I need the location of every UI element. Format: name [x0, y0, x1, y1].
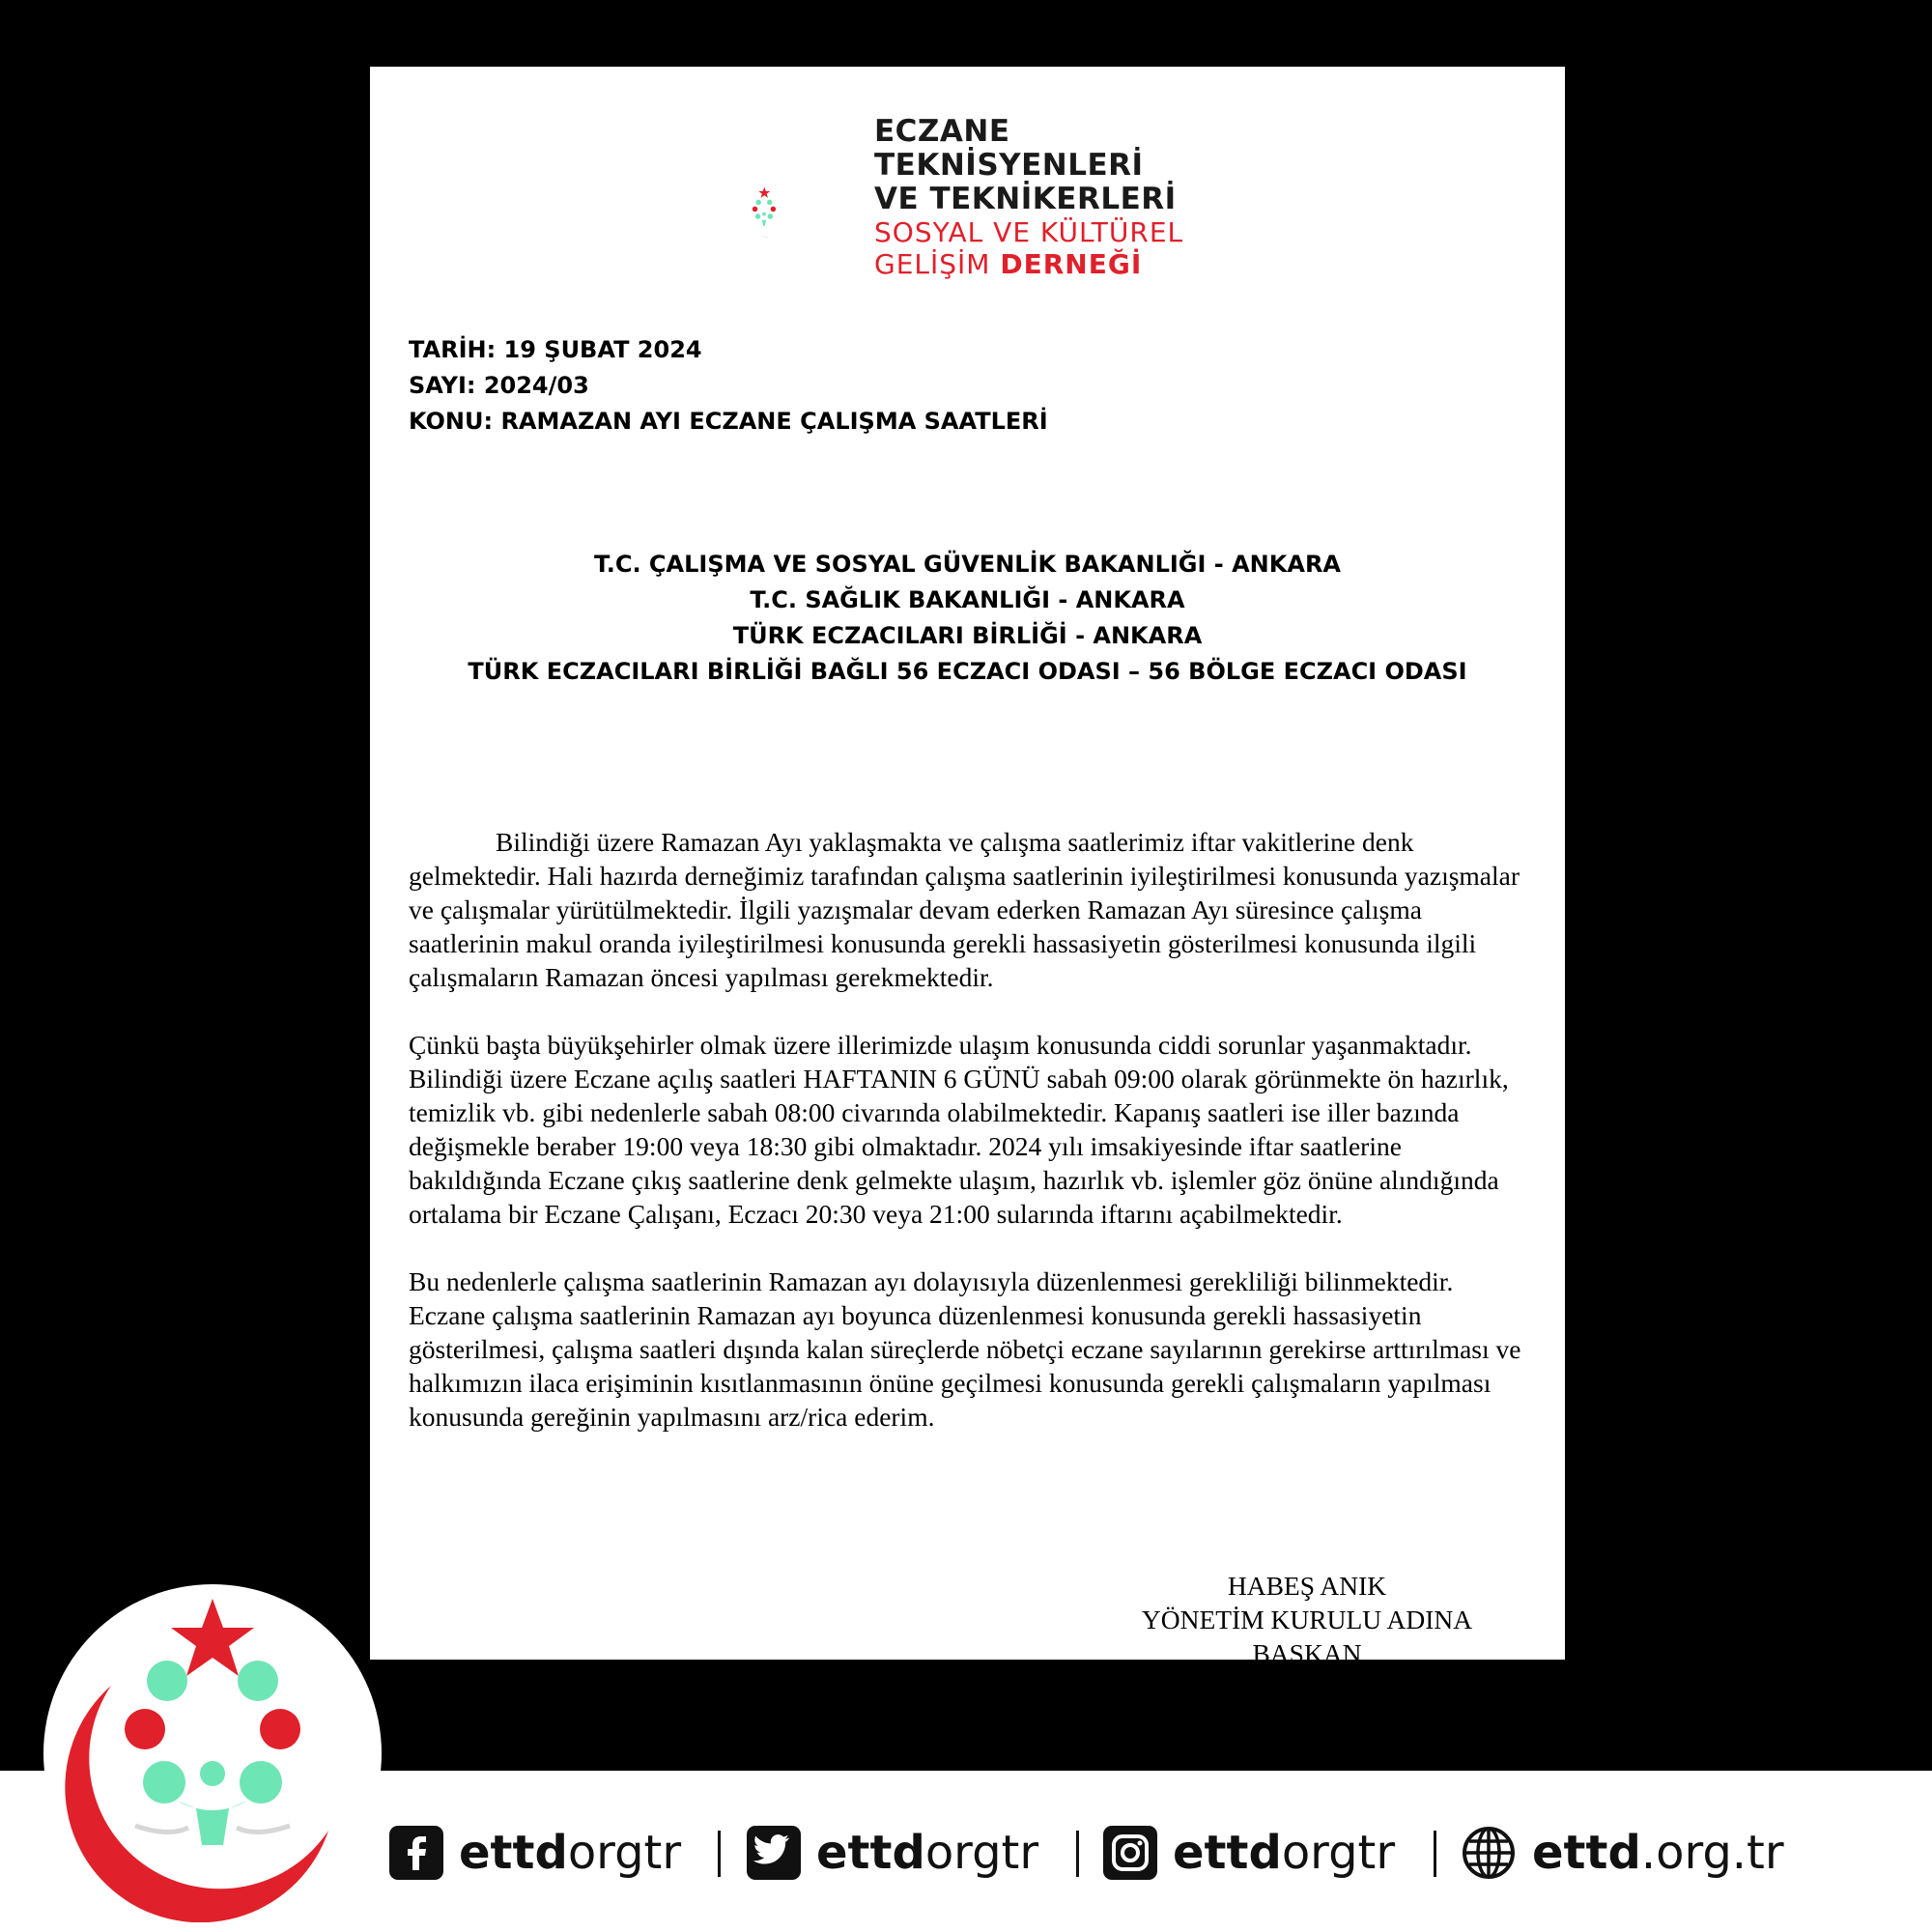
- addressee-block: [370, 547, 1565, 690]
- social-facebook[interactable]: [389, 1824, 681, 1882]
- letter-subject: KONU: RAMAZAN AYI ECZANE ÇALIŞMA SAATLERİ: [409, 408, 1048, 435]
- signer-org: YÖNETİM KURULU ADINA: [1141, 1605, 1473, 1634]
- social-twitter[interactable]: [747, 1824, 1038, 1882]
- paragraph-text: Bilindiği üzere Ramazan Ayı yaklaşmakta ve çalışma saatlerimiz iftar vakitlerine denk gelmektedir. Hali hazırda derneğimiz tarafından çalışma saatlerinin iyileştirilmesi konusunda yazışmalar ve çalışmalar yürütülmektedir. İlgili yazışmalar devam ederken Ramazan Ayı süresince çalışma saatlerinin makul oranda iyileştirilmesi konusunda gerekli hassasiyetin gösterilmesi konusunda ilgili çalışmaların Ramazan öncesi yapılması gerekmektedir.: [409, 827, 1520, 992]
- letterhead-red-line: [874, 248, 1193, 280]
- association-emblem-icon: [43, 1584, 382, 1922]
- handle-bold: ettd: [816, 1826, 925, 1880]
- separator: [718, 1831, 721, 1877]
- social-website[interactable]: [1461, 1824, 1784, 1882]
- letterhead-text: [874, 115, 1193, 280]
- signature-block: [1104, 1569, 1510, 1670]
- facebook-handle: [459, 1826, 681, 1880]
- handle-rest: orgtr: [924, 1826, 1039, 1880]
- facebook-icon: [389, 1826, 443, 1880]
- handle-rest: orgtr: [567, 1826, 682, 1880]
- handle-bold: ettd: [459, 1826, 568, 1880]
- social-instagram[interactable]: [1103, 1824, 1395, 1882]
- letterhead-red-line: SOSYAL VE KÜLTÜREL: [874, 216, 1184, 248]
- body-paragraph: [409, 825, 1529, 994]
- addressee-line: T.C. SAĞLIK BAKANLIĞI - ANKARA: [750, 586, 1185, 613]
- signer-name: HABEŞ ANIK: [1227, 1571, 1387, 1601]
- handle-bold: ettd: [1173, 1826, 1282, 1880]
- twitter-icon: [747, 1826, 801, 1880]
- separator: [1076, 1831, 1079, 1877]
- addressee-line: T.C. ÇALIŞMA VE SOSYAL GÜVENLİK BAKANLIĞI - ANKARA: [594, 551, 1341, 578]
- letterhead-line: VE TEKNİKERLERİ: [874, 182, 1177, 216]
- separator: [1434, 1831, 1436, 1877]
- website-handle: [1532, 1826, 1784, 1880]
- signer-title: BAŞKAN: [1252, 1638, 1362, 1668]
- addressee-line: TÜRK ECZACILARI BİRLİĞİ BAĞLI 56 ECZACI ODASI – 56 BÖLGE ECZACI ODASI: [468, 658, 1467, 685]
- letterhead-line: TEKNİSYENLERİ: [874, 148, 1144, 183]
- association-logo: [747, 139, 882, 294]
- addressee-line: TÜRK ECZACILARI BİRLİĞİ - ANKARA: [732, 622, 1203, 649]
- body-paragraph: Bu nedenlerle çalışma saatlerinin Ramazan ayı dolayısıyla düzenlenmesi gerekliliği bilinmektedir. Eczane çalışma saatlerinin Ramazan ayı boyunca düzenlenmesi konusunda gerekli hassasiyetin gösterilmesi, çalışma saatleri dışında kalan süreçlerde nöbetçi eczane sayılarının gerekirse arttırılması ve halkımızın ilaca erişiminin kısıtlanmasının önüne geçilmesi konusunda gerekli çalışmaların yapılması konusunda gereğinin yapılmasını arz/rica ederim.: [409, 1266, 1521, 1432]
- instagram-icon: [1103, 1826, 1157, 1880]
- twitter-handle: [816, 1826, 1038, 1880]
- instagram-handle: [1173, 1826, 1395, 1880]
- letter-body: [409, 825, 1529, 1467]
- handle-rest: .org.tr: [1640, 1826, 1784, 1880]
- globe-icon: [1461, 1825, 1517, 1881]
- letterhead-line: ECZANE: [874, 114, 1010, 149]
- letterhead-bold: DERNEĞİ: [1000, 248, 1143, 280]
- handle-rest: orgtr: [1281, 1826, 1396, 1880]
- handle-bold: ettd: [1532, 1826, 1641, 1880]
- footer-logo-circle: [43, 1584, 382, 1922]
- letter-date: TARİH: 19 ŞUBAT 2024: [409, 336, 702, 363]
- letter-number: SAYI: 2024/03: [409, 372, 589, 399]
- letter-meta: [409, 332, 1048, 440]
- body-paragraph: Çünkü başta büyükşehirler olmak üzere illerimizde ulaşım konusunda ciddi sorunlar yaşanmaktadır. Bilindiği üzere Eczane açılış saatleri HAFTANIN 6 GÜNÜ sabah 09:00 olarak görünmekte ön hazırlık, temizlik vb. gibi nedenlerle sabah 08:00 civarında olabilmektedir. Kapanış saatleri ise iller bazında değişmekle beraber 19:00 veya 18:30 gibi olmaktadır. 2024 yılı imsakiyesinde iftar saatlerine bakıldığında Eczane çıkış saatlerine denk gelmekte ulaşım, hazırlık vb. işlemler göz önüne alındığında ortalama bir Eczane Çalışanı, Eczacı 20:30 veya 21:00 sularında iftarını açabilmektedir.: [409, 1030, 1509, 1229]
- letter-page: [370, 67, 1565, 1668]
- letterhead-prefix: GELİŞİM: [874, 248, 1001, 280]
